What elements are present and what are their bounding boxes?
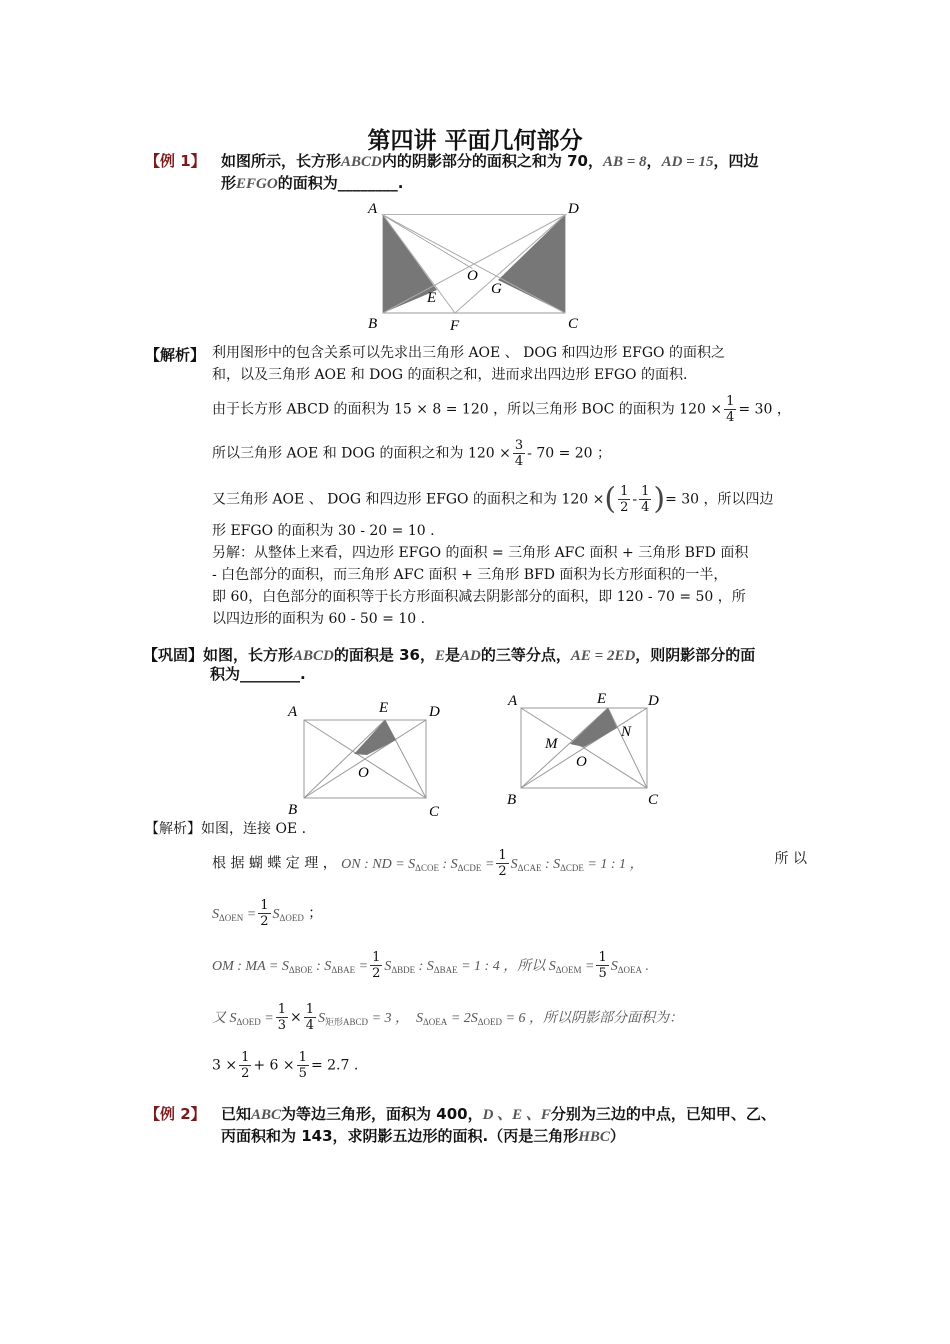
numerator: 1 [726, 394, 735, 409]
text: = 6 ，所以阴影部分面积为： [502, 1010, 684, 1026]
text: : S [438, 856, 458, 872]
text: = 30 ，所以四边 [665, 491, 774, 508]
text: 如图所示，长方形 [221, 152, 342, 170]
subscript: ΔBAE [433, 964, 458, 975]
denominator: 5 [298, 1066, 307, 1081]
fig3-label-o: O [576, 754, 587, 770]
text: : S [415, 958, 434, 974]
text: - 70 = 20 ； [527, 445, 612, 462]
subscript: ΔOEM [555, 964, 582, 975]
solution-2-tag: 【解析】 [145, 821, 201, 837]
fig2-line-be [304, 720, 385, 798]
subscript: ΔBAE [331, 964, 356, 975]
fig2-label-d: D [429, 704, 440, 720]
figure-1-rectangle [360, 198, 590, 336]
text: 3 × [212, 1057, 238, 1074]
text: = [581, 958, 595, 974]
text: ； [303, 905, 323, 922]
text: 为等边三角形，面积为 400， [281, 1105, 483, 1123]
fig1-label-a: A [368, 201, 378, 217]
solution-1-line-3 [212, 394, 791, 425]
text: ， [646, 152, 662, 170]
example-1-line-2 [221, 172, 403, 193]
text: S [416, 1010, 424, 1026]
numerator: 1 [372, 950, 381, 965]
solution-1-line: 利用图形中的包含关系可以先求出三角形 AOE 、 DOG 和四边形 EFGO 的面积之 [212, 345, 725, 361]
var-ad: AD [460, 648, 481, 664]
text: ） [609, 1127, 625, 1145]
subscript: ΔOEA [617, 964, 643, 975]
text: + 6 × [253, 1057, 295, 1074]
subscript: ΔCAE [517, 862, 542, 873]
fig1-label-f: F [450, 318, 460, 334]
text: S [384, 958, 392, 974]
solution-1-line-5 [212, 481, 774, 517]
text: 丙面积和为 143，求阴影五边形的面积.（丙是三角形 [221, 1127, 579, 1145]
example-1-tag: 【例 1】 [145, 152, 206, 170]
example-2-line-1 [221, 1103, 776, 1124]
var-abc: ABC [251, 1107, 282, 1123]
denominator: 3 [277, 1018, 287, 1033]
solution-1-line: 另解：从整体上来看，四边形 EFGO 的面积 = 三角形 AFC 面积 + 三角形 BFD 面积 [212, 545, 749, 561]
solution-1-line: 以四边形的面积为 60 - 50 = 10 . [212, 611, 426, 627]
fraction [639, 484, 651, 515]
solution-1-line-4 [212, 438, 611, 469]
paren-open: ( [604, 481, 617, 517]
text: = 3 ， [368, 1010, 410, 1026]
numerator: 1 [620, 484, 629, 499]
fraction [724, 394, 736, 425]
fraction [276, 1002, 288, 1033]
text: = [243, 906, 257, 922]
text: = [481, 856, 495, 872]
text: 所 以 [774, 851, 807, 867]
fig2-label-b: B [288, 802, 298, 818]
var-efgo: EFGO [236, 176, 278, 192]
fig1-label-g: G [491, 281, 502, 297]
denominator: 2 [260, 914, 269, 929]
fig1-label-e: E [427, 290, 437, 306]
fraction [618, 484, 630, 515]
text: : S [312, 958, 332, 974]
figure-2-rectangle [282, 696, 452, 822]
figure-3-rectangle [503, 686, 673, 812]
denominator: 2 [620, 500, 629, 515]
text: S [212, 906, 219, 922]
example-2-tag: 【例 2】 [145, 1105, 206, 1123]
fig3-label-d: D [648, 693, 659, 709]
text: 由于长方形 ABCD 的面积为 15 × 8 = 120 ，所以三角形 BOC 的面积为 120 × [212, 401, 723, 418]
text: 是 [445, 646, 461, 664]
subscript: ΔOEN [219, 912, 244, 923]
solution-2-line-2 [212, 848, 807, 879]
expr [212, 907, 256, 922]
fig3-shade [570, 708, 617, 747]
fig3-label-b: B [507, 792, 517, 808]
eq-ab: AB = 8 [602, 154, 647, 170]
page-title: 第四讲 平面几何部分 [367, 128, 583, 154]
fig2-label-a: A [288, 704, 298, 720]
numerator: 1 [598, 950, 607, 965]
solution-1-tag: 【解析】 [145, 346, 206, 364]
text: 内的阴影部分的面积之和为 70， [381, 152, 603, 170]
solution-1-block [212, 342, 812, 386]
fig2-label-e: E [379, 700, 389, 716]
fig2-label-c: C [429, 804, 440, 820]
fig2-shade [354, 720, 396, 755]
text: 所以三角形 AOE 和 DOG 的面积之和为 120 × [212, 445, 511, 462]
subscript: ΔOEA [423, 1016, 448, 1027]
denominator: 5 [598, 966, 607, 981]
subscript: ΔCDE [560, 862, 584, 873]
denominator: 4 [641, 500, 650, 515]
minus: - [632, 491, 638, 508]
fraction [239, 1050, 251, 1081]
text: ，则阴影部分的面 [635, 646, 756, 664]
solution-1-line: 即 60，白色部分的面积等于长方形面积减去阴影部分的面积，即 120 - 70 = 50 ，所 [212, 589, 746, 605]
expr [212, 1011, 274, 1026]
fraction [370, 950, 382, 981]
fig3-label-n: N [621, 724, 632, 740]
text: : S [541, 856, 561, 872]
var-hbc: HBC [578, 1129, 610, 1145]
consolidation-line-1 [143, 644, 755, 665]
solution-1-line: 和，以及三角形 AOE 和 DOG 的面积之和，进而求出四边形 EFGO 的面积. [212, 367, 688, 383]
expr [611, 959, 649, 974]
denominator: 4 [514, 454, 524, 469]
subscript: ΔOED [279, 912, 304, 923]
text: 根 据 蝴 蝶 定 理 ， [212, 855, 337, 872]
consolidation-line-2: 积为________. [210, 665, 306, 683]
fig3-label-m: M [545, 736, 558, 752]
text: 的面积为________. [277, 174, 404, 192]
text: . [642, 958, 650, 974]
numerator: 1 [641, 484, 650, 499]
text: S [610, 958, 618, 974]
expr [511, 857, 644, 872]
text: = 30 ， [738, 401, 791, 418]
fig1-label-d: D [568, 201, 579, 217]
subscript: ΔCOE [415, 862, 439, 873]
fig1-label-c: C [568, 316, 579, 332]
text: = 1 : 1 ， [583, 856, 644, 872]
text: S [318, 1010, 326, 1026]
numerator: 1 [298, 1050, 307, 1065]
solution-2-line-5 [212, 1002, 683, 1033]
text: 如图，长方形 [203, 646, 294, 664]
denominator: 2 [241, 1066, 250, 1081]
text: 形 [221, 174, 237, 192]
denominator: 4 [305, 1018, 315, 1033]
subscript: ΔBDE [391, 964, 416, 975]
example-1-line-1 [221, 150, 758, 171]
numerator: 1 [277, 1002, 287, 1017]
expr [384, 959, 594, 974]
numerator: 1 [305, 1002, 315, 1017]
subscript: 矩形ABCD [325, 1016, 369, 1027]
fig3-label-e: E [597, 691, 607, 707]
denominator: 4 [726, 410, 735, 425]
text: ON : ND = S [341, 856, 416, 872]
expr [273, 907, 304, 922]
text: 的面积是 36， [333, 646, 435, 664]
text: 又三角形 AOE 、 DOG 和四边形 EFGO 的面积之和为 120 × [212, 491, 605, 508]
fig2-label-o: O [358, 765, 369, 781]
text: S [510, 856, 518, 872]
solution-2-line-4 [212, 950, 649, 981]
solution-1-line: 形 EFGO 的面积为 30 - 20 = 10 . [212, 523, 435, 539]
expr [341, 857, 494, 872]
var-def: D 、E 、F [482, 1107, 551, 1123]
denominator: 2 [372, 966, 381, 981]
text: S [272, 906, 280, 922]
subscript: ΔCDE [457, 862, 482, 873]
denominator: 2 [498, 864, 507, 879]
var-abcd: ABCD [341, 154, 382, 170]
text: = [260, 1010, 274, 1026]
expr [318, 1011, 683, 1026]
text: = 1 : 4 ，所以 S [457, 958, 556, 974]
fraction [513, 438, 525, 469]
text: 已知 [221, 1105, 252, 1123]
fraction [304, 1002, 316, 1033]
text: 如图，连接 OE . [201, 821, 307, 837]
fig3-label-c: C [648, 792, 659, 808]
solution-1-tail [212, 520, 812, 630]
subscript: ΔOED [477, 1016, 503, 1027]
fig3-line-be [521, 708, 608, 788]
expr [212, 959, 368, 974]
text: = 2.7 . [310, 1057, 359, 1074]
numerator: 1 [498, 848, 507, 863]
text: = [355, 958, 369, 974]
var-abcd: ABCD [293, 648, 334, 664]
subscript: ΔOED [236, 1016, 261, 1027]
example-2-line-2 [221, 1125, 625, 1146]
text: = 2S [447, 1010, 478, 1026]
numerator: 1 [241, 1050, 250, 1065]
fraction [258, 898, 270, 929]
paren-close: ) [653, 481, 666, 517]
text: 分别为三边的中点，已知甲、乙、 [550, 1105, 776, 1123]
text: 又 S [212, 1010, 237, 1026]
consolidation-tag: 【巩固】 [143, 646, 204, 664]
text: × [290, 1009, 302, 1026]
numerator: 1 [260, 898, 269, 913]
var-e: E [435, 648, 446, 664]
fraction [496, 848, 508, 879]
solution-1-line: - 白色部分的面积，而三角形 AFC 面积 + 三角形 BFD 面积为长方形面积的一半， [212, 567, 728, 583]
eq-ae: AE = 2ED [570, 648, 636, 664]
fraction [297, 1050, 309, 1081]
solution-2-line-3 [212, 898, 322, 929]
solution-2-line-1 [145, 818, 306, 840]
numerator: 3 [514, 438, 524, 453]
text: OM : MA = S [212, 958, 289, 974]
fig1-label-b: B [368, 316, 378, 332]
eq-ad: AD = 15 [661, 154, 714, 170]
fraction [596, 950, 608, 981]
solution-2-line-6 [212, 1050, 358, 1081]
fig3-label-a: A [508, 693, 518, 709]
text: ，四边 [713, 152, 759, 170]
text: 的三等分点， [480, 646, 571, 664]
fig1-label-o: O [467, 268, 478, 284]
subscript: ΔBOE [288, 964, 313, 975]
